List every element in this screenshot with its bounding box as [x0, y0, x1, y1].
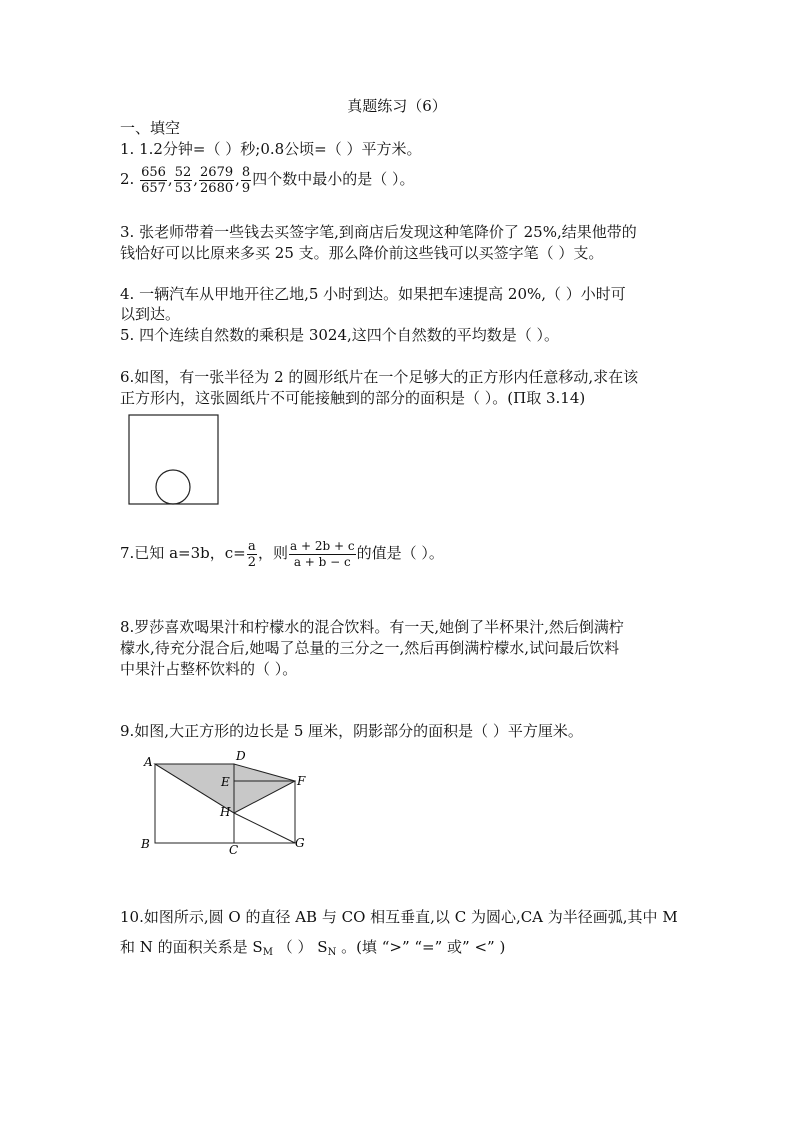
question-4-line-1: 4. 一辆汽车从甲地开往乙地,5 小时到达。如果把车速提高 20%,（ ）小时可: [120, 285, 626, 303]
question-2: [120, 158, 414, 200]
q9-shaded-triangle-dfh: [234, 764, 295, 813]
separator: ,: [167, 170, 173, 188]
question-1: 1. 1.2分钟=（ ）秒;0.8公顷=（ ）平方米。: [120, 140, 422, 158]
fraction-numerator: a: [247, 538, 256, 554]
q10-lead: 和 N 的面积关系是 S: [120, 938, 263, 956]
q9-label-f: F: [297, 774, 306, 788]
fraction-numerator: 8: [241, 164, 251, 180]
question-6-line-2: 正方形内，这张圆纸片不可能接触到的部分的面积是（ ）。(П取 3.14): [120, 389, 586, 407]
q9-label-e: E: [221, 775, 230, 789]
q9-line-hg: [234, 813, 295, 843]
question-7-tail: 的值是（ ）。: [356, 544, 444, 562]
fraction-denominator: 9: [241, 180, 251, 196]
fraction-denominator: 657: [141, 180, 166, 196]
q6-circle: [156, 470, 190, 504]
q9-squares-figure: [135, 748, 320, 858]
q9-label-a: A: [144, 755, 153, 769]
separator: ,: [235, 170, 240, 188]
question-2-text: 四个数中最小的是（ ）。: [252, 170, 415, 188]
fraction-denominator: 2: [247, 554, 256, 570]
fraction-numerator: 2679: [200, 164, 234, 180]
fraction-numerator: 656: [141, 164, 166, 180]
q9-label-g: G: [295, 836, 305, 850]
fraction-denominator: 53: [174, 180, 192, 196]
q9-label-b: B: [141, 837, 150, 851]
q6-square: [129, 415, 218, 504]
fraction-numerator: 52: [174, 164, 192, 180]
q9-label-d: D: [236, 749, 246, 763]
question-10-line-1: 10.如图所示,圆 O 的直径 AB 与 CO 相互垂直,以 C 为圆心,CA 为半径画弧,其中 M: [120, 908, 678, 926]
question-10-line-2: [120, 937, 505, 963]
q10-mid: （ ） S: [272, 938, 328, 956]
question-5: 5. 四个连续自然数的乘积是 3024,这四个自然数的平均数是（ ）。: [120, 326, 560, 344]
fraction-2679-2680: [199, 165, 234, 196]
fraction-denominator: 2680: [200, 180, 234, 196]
subscript-n: N: [327, 947, 337, 958]
subscript-m: M: [262, 947, 273, 958]
question-8-line-3: 中果汁占整杯饮料的（ ）。: [120, 660, 298, 678]
fraction-8-9: [241, 165, 251, 196]
separator: ,: [193, 170, 199, 188]
q9-label-h: H: [220, 805, 231, 819]
q10-tail: 。(填 “>” “=” 或” <” ): [336, 938, 506, 956]
question-4-line-2: 以到达。: [120, 305, 181, 323]
question-7: [120, 532, 444, 574]
fraction-numerator: a + 2b + c: [290, 538, 355, 553]
question-8-line-2: 檬水,待充分混合后,她喝了总量的三分之一,然后再倒满柠檬水,试问最后饮料: [120, 639, 620, 657]
question-7-lead: 7.已知 a=3b，c=: [120, 544, 246, 562]
fraction-a-over-2: [247, 539, 257, 570]
question-9: 9.如图,大正方形的边长是 5 厘米，阴影部分的面积是（ ）平方厘米。: [120, 722, 583, 740]
question-3-line-2: 钱恰好可以比原来多买 25 支。那么降价前这些钱可以买签字笔（ ）支。: [120, 244, 604, 262]
q9-label-c: C: [229, 843, 239, 857]
question-7-mid: ，则: [258, 544, 289, 562]
fraction-52-53: [174, 165, 193, 196]
question-8-line-1: 8.罗莎喜欢喝果汁和柠檬水的混合饮料。有一天,她倒了半杯果汁,然后倒满柠: [120, 618, 624, 636]
question-2-number: 2.: [120, 170, 135, 188]
fraction-656-657: [140, 165, 167, 196]
question-3-line-1: 3. 张老师带着一些钱去买签字笔,到商店后发现这种笔降价了 25%,结果他带的: [120, 223, 637, 241]
fraction-expression: [289, 539, 356, 570]
page-title: 真题练习（6）: [347, 97, 447, 115]
section-heading: 一、填空: [120, 119, 181, 137]
q6-square-circle-figure: [128, 414, 220, 506]
question-6-line-1: 6.如图，有一张半径为 2 的圆形纸片在一个足够大的正方形内任意移动,求在该: [120, 368, 639, 386]
fraction-denominator: a + b − c: [293, 554, 351, 569]
